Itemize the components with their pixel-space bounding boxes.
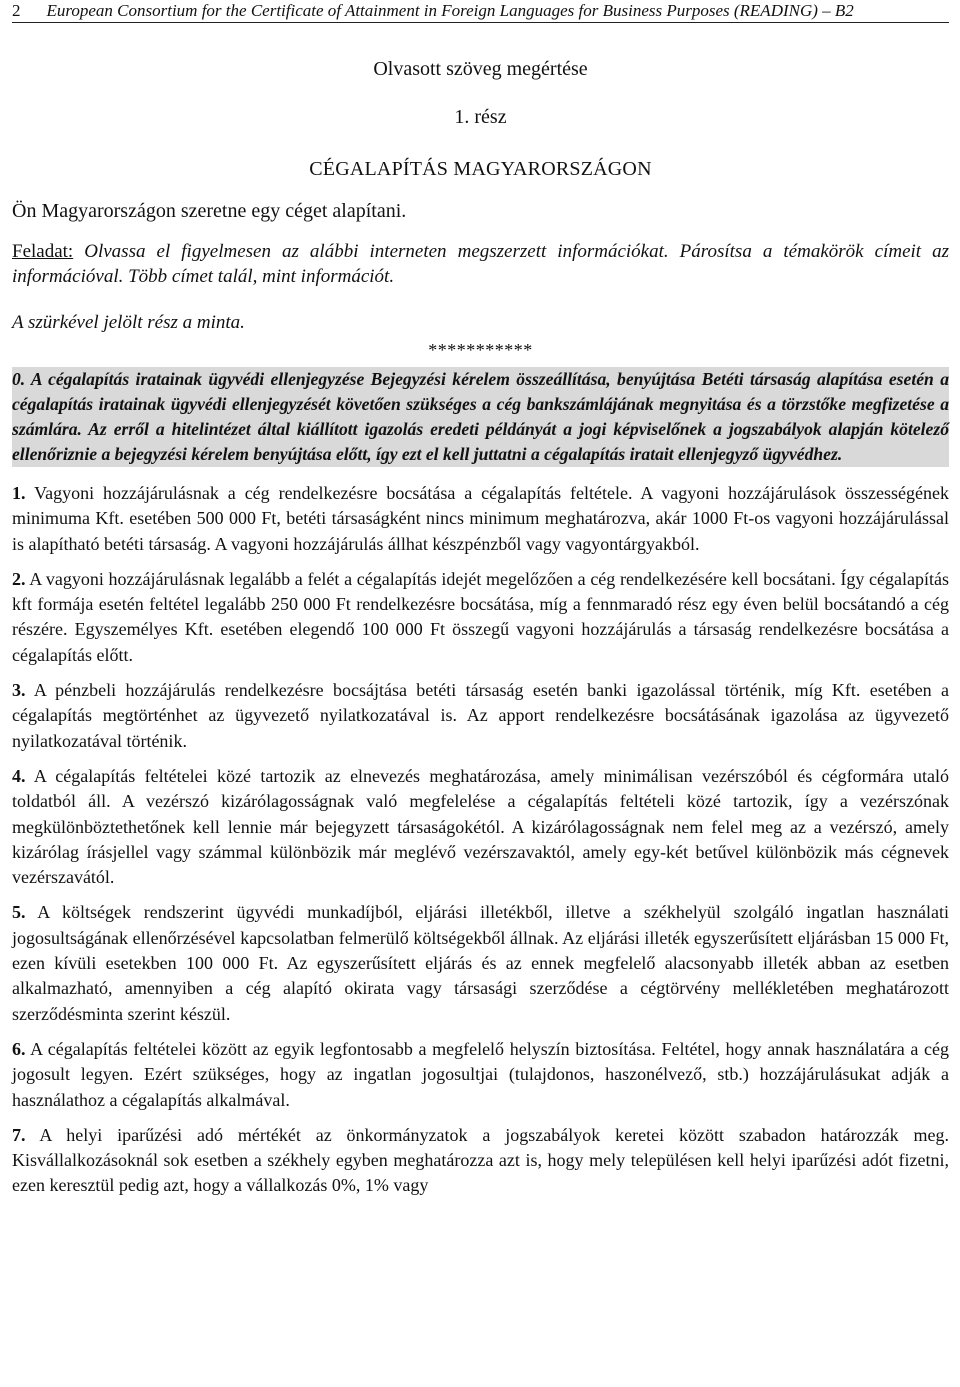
list-item xyxy=(12,1123,949,1199)
list-item xyxy=(12,481,949,557)
section-title: Olvasott szöveg megértése xyxy=(373,58,588,80)
item-text: A vagyoni hozzájárulásnak legalább a felét a cégalapítás idejét megelőzően a cég rendelkezésére kell bocsátani. Így cégalapítás kft formája esetén feltétel legalább 250 000 Ft rendelkezésre bocsátása, míg a fennmaradó rész egy éven belül bocsátandó a cég részére. Egyszemélyes Kft. esetében elegendő 100 000 Ft összegű vagyoni hozzájárulás a társaság rendelkezésre bocsátása a cégalapítás előtt. xyxy=(12,568,949,665)
list-item xyxy=(12,1037,949,1113)
item-number: 4. xyxy=(12,765,26,786)
task-text: Olvassa el figyelmesen az alábbi interneten megszerzett információkat. Párosítsa a témakörök címeit az információval. Több címet talál, mint információt. xyxy=(12,241,949,287)
task-label: Feladat: xyxy=(12,241,74,262)
intro-text: Ön Magyarországon szeretne egy céget alapítani. xyxy=(12,200,407,222)
item-number: 5. xyxy=(12,902,26,923)
item-number: 1. xyxy=(12,483,26,503)
item-text: A pénzbeli hozzájárulás rendelkezésre bocsájtása betéti társaság esetén banki igazolással történik, míg Kft. esetében a cégalapítás megtörténhet az ügyvezető nyilatkozatával is. Az apport rendelkezésre bocsátásának igazolása az ügyvezető nyilatkozatával történik. xyxy=(12,680,949,751)
item-text: Vagyoni hozzájárulásnak a cég rendelkezésre bocsátása a cégalapítás feltétele. A vagyoni hozzájárulások összességének minimuma Kft. esetében 500 000 Ft, betéti társaságként nincs minimum meghatározva, akár 1000 Ft-os vagyoni hozzájárulással is alapítható betéti társaság. A vagyoni hozzájárulás állhat készpénzből vagy vagyontárgyakból. xyxy=(12,483,949,554)
item-text: A cégalapítás feltételei között az egyik legfontosabb a megfelelő helyszín biztosítása. Feltétel, hogy annak használatára a cég jogosult legyen. Ezért szükséges, hogy az ingatlan jogosultjai (tulajdonos, haszonélvező, stb.) hozzájárulásukat adják a használathoz a cégalapítás alkalmával. xyxy=(12,1038,949,1110)
item-number: 7. xyxy=(12,1124,26,1145)
running-title: European Consortium for the Certificate of Attainment in Foreign Languages for Business Purposes (READING) – B2 xyxy=(46,1,854,20)
page-number: 2 xyxy=(12,1,21,20)
item-text: A helyi iparűzési adó mértékét az önkormányzatok a jogszabályok keretei között szabadon határozzák meg. Kisvállalkozásoknál sok esetben a székhely egyben meghatározza azt is, hogy mely településen kell helyi iparűzési adót fizetni, ezen keresztül pedig azt, hogy a vállalkozás 0%, 1% vagy xyxy=(12,1124,949,1196)
document-page xyxy=(12,0,949,1199)
list-item xyxy=(12,567,949,668)
list-item xyxy=(12,678,949,754)
list-item xyxy=(12,900,949,1026)
item-number: 6. xyxy=(12,1038,26,1059)
sample-paragraph: 0. A cégalapítás iratainak ügyvédi ellenjegyzése Bejegyzési kérelem összeállítása, benyújtása Betéti társaság alapítása esetén a cégalapítás iratainak ügyvédi ellenjegyzését követően szükséges a cég bankszámlájának megnyitása és a törzstőke megfizetése a számlára. Az erről a hitelintézet által kiállított igazolás eredeti példányát a jogi képviselőnek a jogszabályok alapján kötelező ellenőriznie a bejegyzési kérelem benyújtása előtt, így ezt el kell juttatni a cégalapítás iratait ellenjegyző ügyvédhez. xyxy=(12,367,949,467)
item-number: 3. xyxy=(12,680,26,701)
list-item xyxy=(12,764,949,890)
task-instructions xyxy=(12,239,949,289)
item-number: 2. xyxy=(12,568,26,589)
sample-note: A szürkével jelölt rész a minta. xyxy=(12,312,245,333)
item-text: A költségek rendszerint ügyvédi munkadíjból, eljárási illetékből, illetve a székhelyül szolgáló ingatlan használati jogosultságának ellenőrzésével kapcsolatban felmerülő költségekből állnak. Az eljárási illeték egyszerűsített eljárásban 15 000 Ft, ezen kívüli esetekben 100 000 Ft. Az egyszerűsített eljárás és az ennek megfelelő alacsonyabb illeték abban az esetben alkalmazható, amennyiben a cég alapító okirata vagy társasági szerződése a cégtörvény mellékletében meghatározott szerződésminta szerint készül. xyxy=(12,902,949,1024)
separator-stars: *********** xyxy=(428,340,533,360)
part-title: 1. rész xyxy=(454,106,507,128)
topic-title: CÉGALAPÍTÁS MAGYARORSZÁGON xyxy=(309,158,652,180)
item-text: A cégalapítás feltételei közé tartozik az elnevezés meghatározása, amely minimálisan vezérszóból és cégformára utaló toldatból áll. A vezérszó kizárólagosságnak való megfelelése a cégalapítás feltételi közé tartozik, így a vezérszónak megkülönböztethetőnek kell lennie már bejegyzett társaságokétól. A kizárólagosságnak nem felel meg az a vezérszó, amely kizárólag írásjellel vagy számmal különbözik már meglévő vezérszavaktól, amely egy-két betűvel különbözik más cégnevek vezérszavától. xyxy=(12,765,950,888)
running-header xyxy=(12,0,949,23)
